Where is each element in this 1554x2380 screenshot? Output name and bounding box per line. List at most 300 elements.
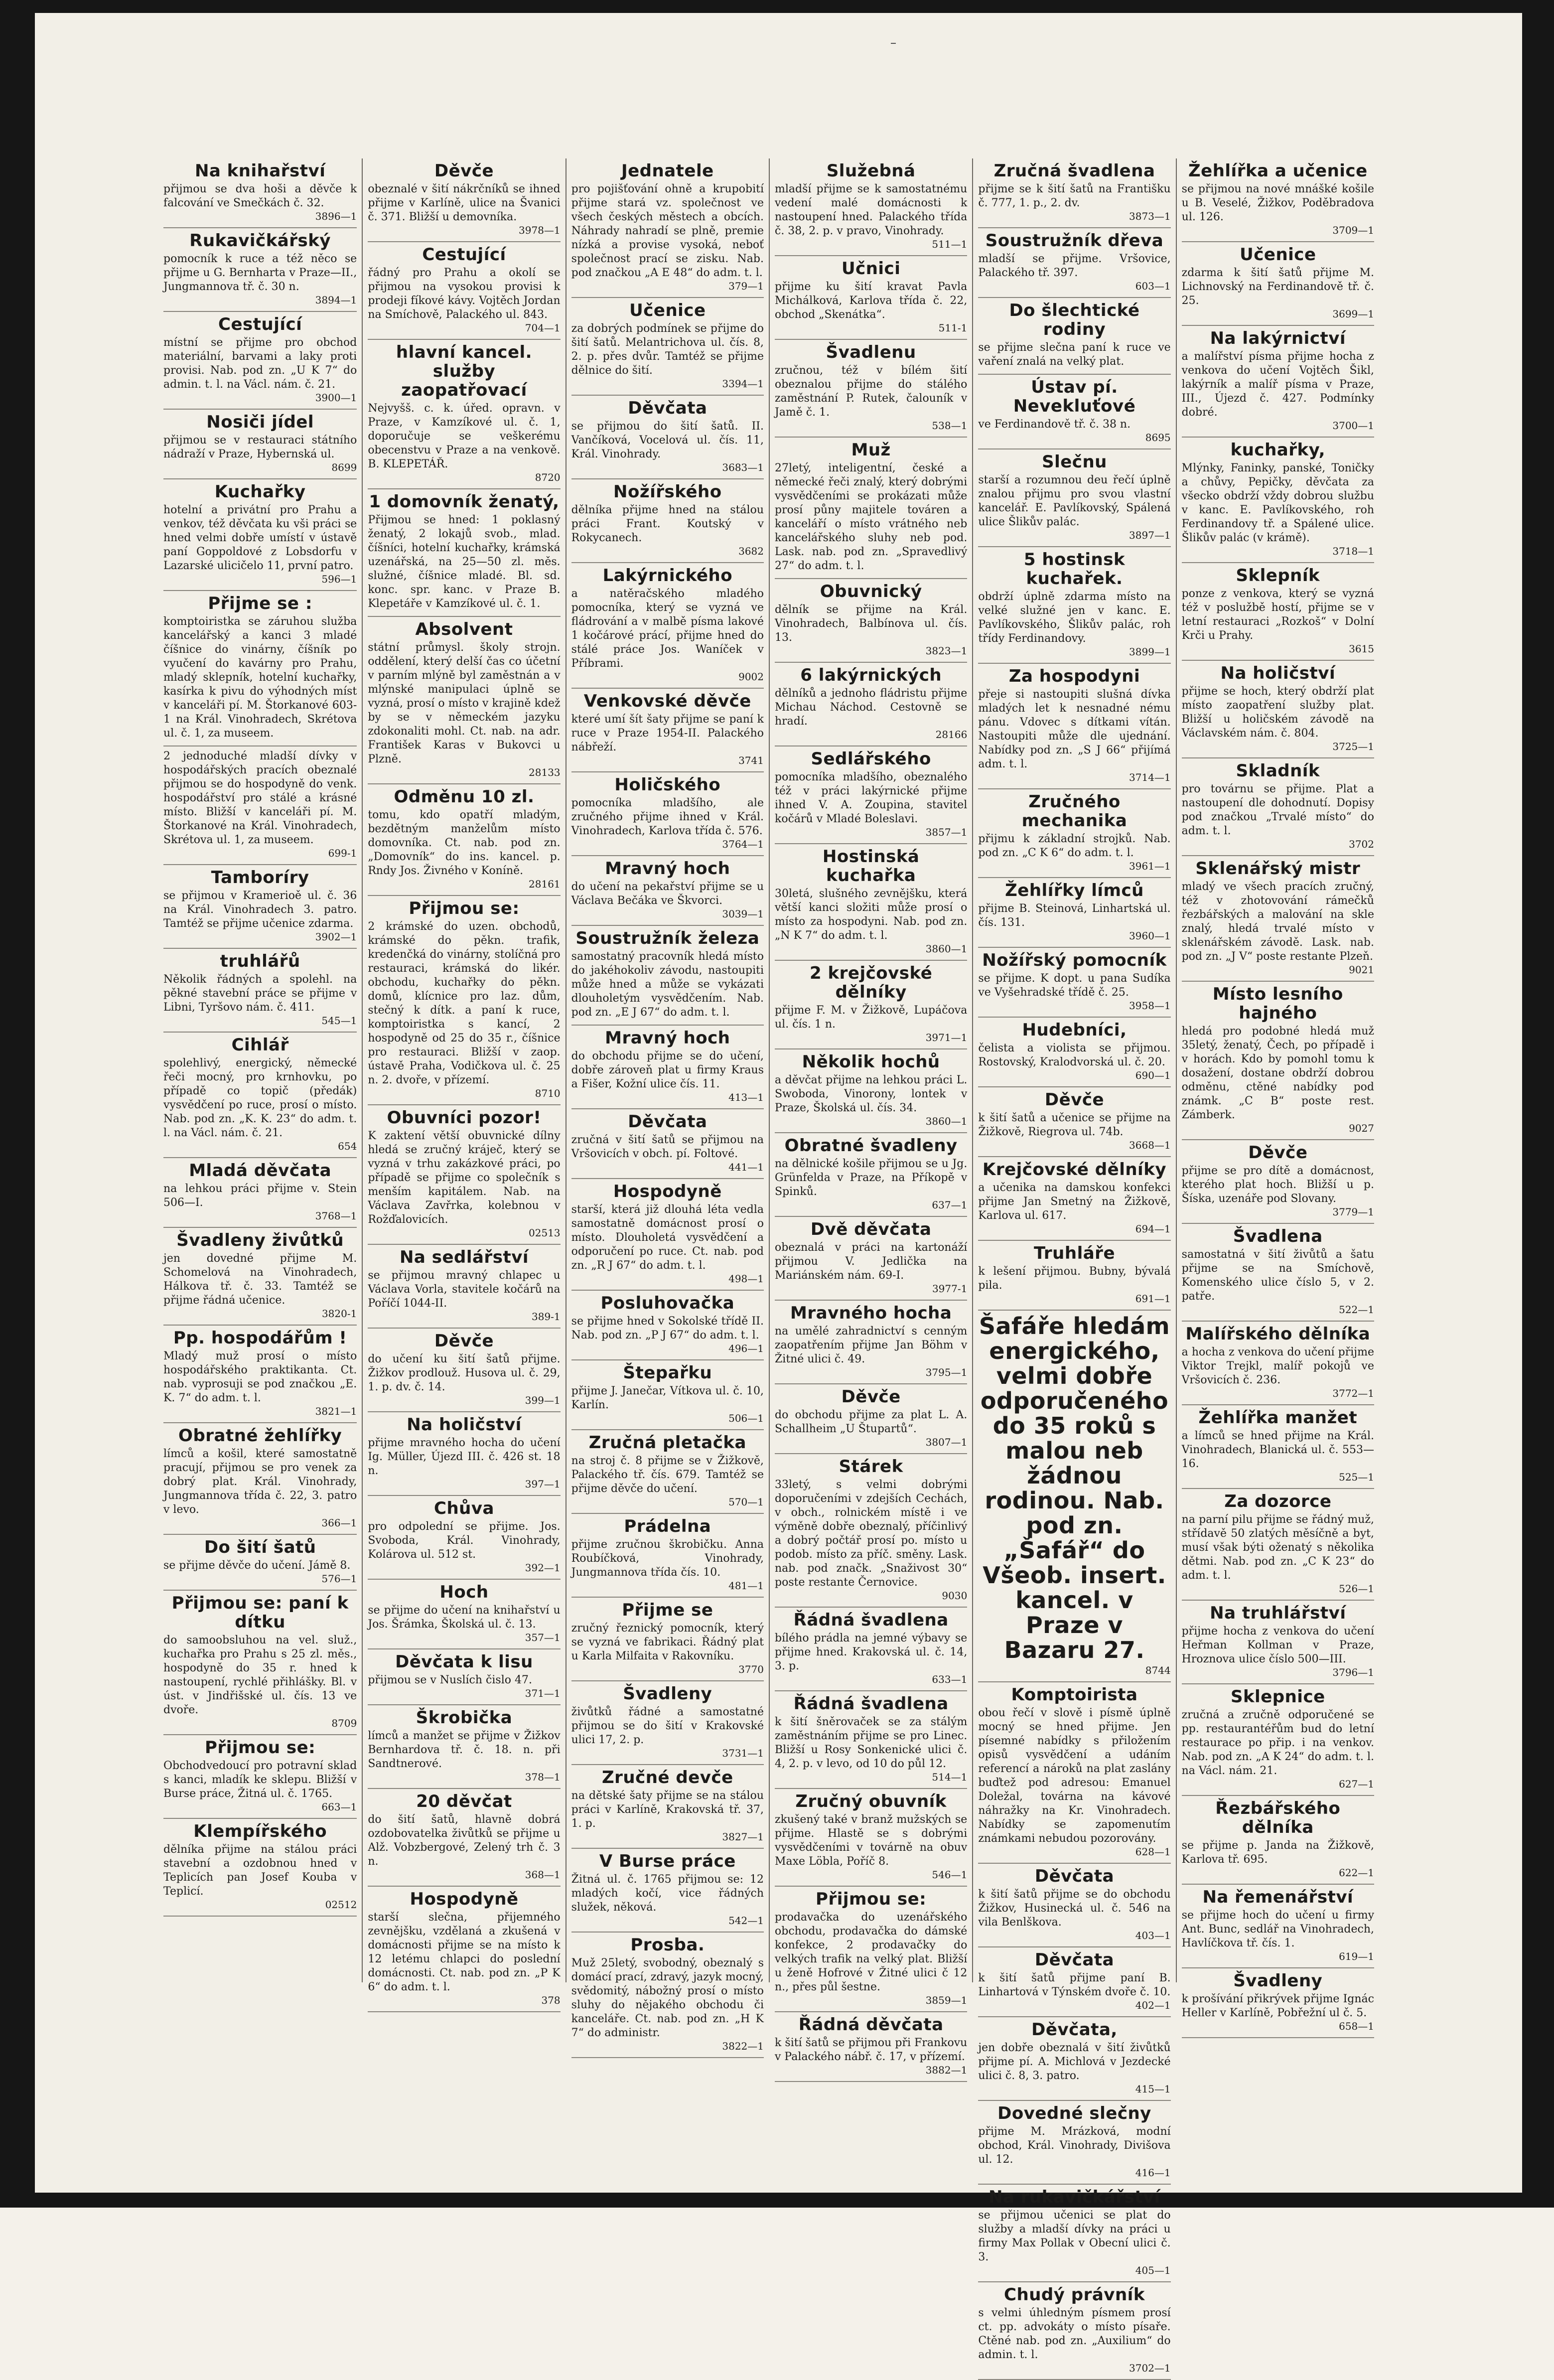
classified-ad [1182, 1601, 1374, 1684]
ad-heading: Posluhovačka [600, 1293, 735, 1313]
ad-heading: Odměnu 10 zl. [394, 787, 535, 807]
ad-reference-number: 526—1 [1339, 1583, 1374, 1595]
ad-body: s velmi úhledným písmem prosí ct. pp. advokáty o místo písaře. Ctěné nab. pod zn. „Auxilium“ do admin. t. l. [978, 2307, 1171, 2361]
ad-reference-number: 545—1 [321, 1015, 357, 1027]
ad-body: pomocníka mladšího, ale zručného přijme ihned v Král. Vinohradech, Karlova třída č. 576. [571, 797, 764, 837]
ad-reference-number: 481—1 [728, 1580, 764, 1592]
ad-body: 2 jednoduché mladší dívky v hospodářských pracích obeznalé přijmou se do hospodyně do venk. hospodářství pro stálé a krásné místo. Bližší v kanceláři pí. M. Štorkanové na Král. Vinohradech, Skrétova ul. 1, za museem. [163, 750, 357, 846]
ad-heading: Mravný hoch [605, 1028, 730, 1048]
ad-body: na stroj č. 8 přijme se v Žižkově, Palackého tř. čís. 679. Tamtéž se přijme děvče do učení. [571, 1455, 764, 1495]
classified-ad [978, 878, 1170, 948]
classified-ad [775, 256, 967, 340]
ad-reference-number: 496—1 [728, 1342, 764, 1354]
ad-body: ve Ferdinandově tř. č. 38 n. [978, 418, 1131, 431]
ad-body: pro pojišťování ohně a krupobití přijme stará vz. společnost ve všech českých městech a obcích. Náhrady nahradí se plně, premie nízká a provise vysoká, neboť společnost prací se zisku. Nab. pod značkou „A E 48“ do adm. t. l. [571, 183, 764, 279]
classified-ad [571, 1681, 764, 1765]
ad-reference-number: 399—1 [525, 1394, 561, 1406]
classified-ad [775, 1789, 967, 1887]
ad-heading: Řezbářského dělníka [1215, 1798, 1341, 1837]
ad-body: zkušený také v branž mužských se přijme. Hlastě se s dobrými vysvědčeními v továrně na obuv Maxe Löbla, Poříč 8. [775, 1813, 968, 1868]
ad-heading: Hoch [439, 1582, 489, 1602]
ad-heading: Přijmou se: paní k dítku [171, 1593, 349, 1632]
ad-heading: Zručný obuvník [795, 1791, 947, 1811]
ad-heading: Tamboríry [211, 868, 309, 888]
ad-body: a límců se hned přijme na Král. Vinohradech, Blanická ul. č. 553—16. [1181, 1430, 1374, 1470]
classified-ad [1182, 661, 1374, 758]
ad-body: na dětské šaty přijme se na stálou práci v Karlíně, Krakovská tř. 37, 1. p. [571, 1789, 764, 1830]
ad-reference-number: 366—1 [321, 1517, 357, 1529]
ad-reference-number: 402—1 [1135, 1999, 1171, 2011]
classified-ad [775, 1217, 967, 1301]
ad-reference-number: 3897—1 [1129, 529, 1171, 541]
ad-body: přijme se k šití šatů na Františku č. 777, 1. p., 2. dv. [978, 183, 1171, 209]
classified-ad [571, 1109, 764, 1179]
classified-ad [571, 1514, 764, 1598]
ad-reference-number: 3039—1 [722, 908, 764, 920]
ad-reference-number: 694—1 [1135, 1223, 1171, 1235]
ad-heading: Za dozorce [1224, 1491, 1332, 1511]
classified-ad [163, 228, 357, 312]
classified-ad [571, 1360, 764, 1430]
ad-body: Nejvyšš. c. k. úřed. opravn. v Praze, v Kamzíkové ul. č. 1, doporučuje se veškerému obecenstvu v Praze a na venkově. B. KLEPETÁŘ. [368, 402, 561, 470]
ad-heading: Malířského dělníka [1185, 1324, 1371, 1344]
ad-reference-number: 3702 [1349, 838, 1374, 850]
ad-reference-number: 416—1 [1135, 2167, 1171, 2179]
classified-ad [1182, 982, 1374, 1140]
ad-body: do obchodu přijme se do učení, dobře zároveň plat u firmy Kraus a Fišer, Kožní ulice čís. 11. [571, 1050, 764, 1090]
ad-reference-number: 3796—1 [1332, 1666, 1374, 1678]
ad-body: za dobrých podmínek se přijme do šití šatů. Melantrichova ul. čís. 8, 2. p. přes dvůr. Tamtéž se přijme dělnice do šití. [571, 322, 764, 377]
ad-heading: Švadleny [623, 1684, 712, 1704]
ad-body: mladší přijme se k samostatnému vedení malé domácnosti k nastoupení hned. Palackého třída č. 38, 2. p. v pravo, Vinohrady. [775, 183, 968, 237]
ad-heading: Řádná děvčata [798, 2015, 944, 2035]
ad-heading: Přijmou se: [409, 898, 520, 918]
ad-reference-number: 8695 [1145, 432, 1171, 444]
ad-body: přijmu k základní strojků. Nab. pod zn. „C K 6“ do adm. t. l. [978, 833, 1171, 859]
ad-body: pro továrnu se přijme. Plat a nastoupení dle dohodnutí. Dopisy pod značkou „Trvalé místo“ do adm. t. l. [1181, 783, 1374, 837]
ad-body: 27letý, inteligentní, české a německé řeči znalý, který dobrými vysvědčeními se prokázati může prosí půny majitele továren a kanceláří o místo vrátného neb kancelářského sluhy neb pod. Lask. nab. pod zn. „Spravedlivý 27“ do adm. t. l. [775, 462, 968, 572]
ad-reference-number: 522—1 [1339, 1304, 1374, 1316]
ad-reference-number: 9030 [942, 1590, 968, 1602]
ad-heading: Přijmou se: [205, 1738, 316, 1758]
classified-ad [163, 591, 357, 746]
ad-body: na umělé zahradnictví s cenným zaopatřením přijme Jan Böhm v Žitné ulici č. 49. [775, 1325, 968, 1365]
column-5 [972, 158, 1175, 2374]
ad-reference-number: 637—1 [932, 1199, 968, 1211]
classified-ad [978, 1018, 1170, 1087]
ad-heading: Obuvníci pozor! [387, 1108, 542, 1128]
ad-reference-number: 3820-1 [321, 1308, 357, 1320]
ad-body: se přijmou v Kramerioě ul. č. 36 na Král. Vinohradech 3. patro. Tamtéž se přijme učenice zdarma. [163, 890, 357, 930]
ad-reference-number: 378 [541, 1994, 561, 2006]
classified-ad [1182, 1224, 1374, 1322]
ad-reference-number: 603—1 [1135, 280, 1171, 292]
ad-body: komptoiristka se záruhou služba kancelářský a kanci 3 mladé číšnice do vinárny, číšník po vyučení do kavárny pro Prahu, mladý sklepník, hotelní kuchařky, kasírka k pivu do výhodných míst v kanceláři pí. M. Štorkanové 603-1 na Král. Vinohradech, Skrétova ul. č. 1, za museem. [163, 615, 357, 740]
classified-ad [571, 772, 764, 856]
ad-body: 30letá, slušného zevnějšku, která větší kanci složiti může prosí o místo za hospodyni. Nab. pod zn. „N K 7“ do adm. t. l. [775, 888, 968, 942]
ad-heading: Švadleny živůtků [176, 1230, 344, 1250]
ad-body: zručná v šití šatů se přijmou na Vršovicích v obch. pí. Foltové. [571, 1134, 764, 1160]
ad-reference-number: 3958—1 [1129, 1000, 1171, 1012]
classified-ad [978, 2017, 1170, 2101]
ad-heading: Komptoiristа [1011, 1685, 1138, 1705]
ad-body: se přijmou do šití šatů. II. Vančíková, Vocelová ul. čís. 11, Král. Vinohrady. [571, 420, 764, 460]
ad-reference-number: 690—1 [1135, 1069, 1171, 1081]
ad-heading: Skladník [1236, 761, 1320, 781]
ad-reference-number: 3668—1 [1129, 1139, 1171, 1151]
ad-reference-number: 3873—1 [1129, 210, 1171, 222]
classified-ad [978, 2185, 1170, 2282]
ad-heading: Cestující [422, 245, 506, 265]
ad-reference-number: 3823—1 [925, 645, 968, 657]
ad-heading: Na knihařství [194, 161, 326, 181]
ad-reference-number: 3779—1 [1332, 1206, 1374, 1218]
ad-reference-number: 8709 [331, 1717, 357, 1729]
ad-heading: Na sedlářství [399, 1247, 529, 1267]
column-4 [769, 158, 972, 2076]
ad-heading: Zručné devče [602, 1768, 733, 1787]
ad-body: pomocník k ruce a též něco se přijme u G. Bernharta v Praze—II., Jungmannova tř. č. 30 n. [163, 253, 357, 293]
ad-body: starší, která již dlouhá léta vedla samostatně domácnost prosí o místo. Dlouholetá vysvědčení a odporučení po ruce. Ct. nab. pod zn. „R J 67“ do adm. t. l. [571, 1203, 764, 1272]
classified-ad [163, 1735, 357, 1819]
classified-ad [1182, 158, 1374, 242]
ad-body: pomocníka mladšího, obeznalého též v práci lakýrnické přijme ihned V. A. Zoupina, stavitel kočárů v Mladé Boleslavi. [775, 771, 968, 825]
classified-ad [163, 158, 357, 228]
ad-body: samostatná v šití živůtů a šatu přijme se na Smíchově, Komenského ulice číslo 5, v 2. patře. [1181, 1248, 1374, 1303]
ad-body: zručná a zručně odporučené se pp. restaurantéřům bud do letní restaurace po přip. i na venkov. Nab. pod zn. „A K 24“ do adm. t. l. na Václ. nám. 21. [1181, 1709, 1374, 1777]
ad-reference-number: 357—1 [525, 1632, 561, 1643]
column-3 [565, 158, 769, 2052]
ad-body: a natěračského mladého pomocníka, který se vyzná ve fládrování a v malbě písma lakové 1 kočárové prácí, přijme hned do stálé práce Jos. Waníček v Příbrami. [571, 588, 764, 670]
ad-body: Žitná ul. č. 1765 přijmou se: 12 mladých kočí, vice řádných služek, něková. [571, 1873, 764, 1914]
ad-reference-number: 8720 [535, 471, 561, 483]
classified-ad [978, 1311, 1170, 1682]
classified-ad [978, 2101, 1170, 2185]
scan-border-top [0, 0, 1554, 13]
ad-reference-number: 3731—1 [722, 1747, 764, 1759]
ad-heading: Děvče [434, 1331, 494, 1351]
classified-ad [978, 298, 1170, 375]
ad-reference-number: 3725—1 [1332, 741, 1374, 752]
ad-heading: Sklenářský mistr [1195, 859, 1361, 879]
classified-ad [368, 1705, 560, 1789]
classified-ad [775, 1301, 967, 1384]
ad-heading: Přijme se : [208, 594, 312, 613]
ad-heading: 2 krejčovské dělníky [810, 963, 933, 1002]
ad-body: živůtků řádné a samostatné přijmou se do šití v Krakovské ulici 17, 2. p. [571, 1706, 764, 1746]
ad-body: a učenika na damskou konfekci přijme Jan Smetný na Žižkově, Karlova ul. 617. [978, 1182, 1171, 1222]
ad-heading: Hudebníci, [1022, 1020, 1127, 1040]
ad-heading: Obuvnický [820, 582, 922, 601]
ad-heading: Sedlářského [811, 749, 931, 769]
classified-ad [368, 617, 560, 784]
ad-heading: Slečnu [1042, 452, 1107, 472]
ad-heading: Služebná [826, 161, 916, 181]
ad-body: místní se přijme pro obchod materiální, barvami a laky proti provisi. Nab. pod zn. „U K 7“ do admin. t. l. na Václ. nám. č. 21. [163, 336, 357, 391]
ad-heading: Děvče [1248, 1143, 1308, 1163]
classified-ad [571, 1849, 764, 1933]
ad-body: K zaktení větší obuvnické dílny hledá se zručný kráječ, který se vyzná v trhu zakázkové práci, po případě se přijme co společník s menším kapitálem. Nab. na Václava Zavřrka, kolebnou v Rožďalovicích. [368, 1130, 561, 1226]
ad-reference-number: 511-1 [938, 322, 968, 334]
ad-heading: Ústav pí. Nevekluťové [1013, 377, 1136, 416]
ad-reference-number: 403—1 [1135, 1930, 1171, 1941]
ad-body: se přijme. K dopt. u pana Sudíka ve Vyšehradské třídě č. 25. [978, 972, 1171, 999]
ad-heading: Jednatele [621, 161, 714, 181]
ad-body: dělníků a jednoho fládristu přijme Michau Náchod. Cestovně se hradí. [775, 687, 968, 728]
ad-body: se přijme hoch do učení u firmy Ant. Bunc, sedlář na Vinohradech, Havlíčkova tř. čís. 1. [1181, 1909, 1374, 1949]
ad-body: se přijme p. Janda na Žižkově, Karlova tř. 695. [1181, 1839, 1374, 1866]
classified-ad [978, 375, 1170, 449]
classified-ad [775, 663, 967, 746]
ad-heading: Do šlechtické rodiny [1009, 300, 1140, 339]
ad-heading: Přijme se [622, 1600, 713, 1620]
ad-reference-number: 3971—1 [925, 1032, 968, 1043]
ad-heading: Chudý právník [1004, 2285, 1145, 2305]
ad-reference-number: 628—1 [1135, 1846, 1171, 1858]
ad-heading: truhlářů [220, 951, 300, 971]
ad-heading: Děvčata [1034, 1950, 1115, 1970]
ad-reference-number: 596—1 [321, 573, 357, 585]
ad-reference-number: 658—1 [1339, 2020, 1374, 2032]
classified-ad [571, 1598, 764, 1681]
ad-body: 33letý, s velmi dobrými doporučeními v zdejších Cechách, v obch., rolnickém místě i ve výměně dobře obeznalý, příčinlivý a dobrý počtář prosí po. místo u podob. místo za příč. směny. Lask. nab. pod značk. „Snaživost 30“ poste restante Černovice. [775, 1479, 968, 1589]
ad-reference-number: 3822—1 [722, 2040, 764, 2052]
ad-heading: Kuchařky [214, 482, 306, 502]
ad-body: přijme se hoch, který obdrží plat místo zaopatření služby plat. Bližší u holičském závodě na Václavském nám. č. 804. [1181, 685, 1374, 740]
ad-body: ponze z venkova, který se vyzná též v poslužbě hostí, přijme se v letní restauraci „Rozkoš“ v Dolní Krči u Prahy. [1181, 588, 1374, 642]
classified-ad [163, 1033, 357, 1158]
ad-body: Mlýnky, Faninky, panské, Toničky a chůvy, Pepičky, děvčata za všecko obdrží vždy dobrou službu v kanc. E. Pavlíkovského, roh Ferdinandovy tř. a Spálené ulice. Šlikův palác (v krámě). [1181, 462, 1374, 544]
ad-body: obdrží úplně zdarma místo na velké služné jen v kanc. E. Pavlíkovského, Šlikův palác, roh třídy Ferdinandovy. [978, 591, 1171, 645]
ad-reference-number: 3394—1 [722, 378, 764, 390]
classified-ad [368, 1580, 560, 1649]
classified-ad [775, 1133, 967, 1217]
ad-reference-number: 704—1 [525, 322, 561, 334]
ad-body: přijme hocha z venkova do učení Heřman Kollman v Praze, Hroznova ulice číslo 500—III. [1181, 1625, 1374, 1665]
ad-body: se přijmou učenici se plat do služby a mladší dívky na práci u firmy Max Pollak v Obecní ulici č. 3. [978, 2209, 1171, 2263]
classified-ad [368, 1412, 560, 1496]
ad-heading: Děvčata k lisu [395, 1652, 533, 1672]
ad-heading: Štepařku [623, 1363, 712, 1383]
ad-heading: Na truhlářství [1210, 1603, 1346, 1623]
ad-body: na dělnické košile přijmou se u Jg. Grünfelda v Praze, na Příkopě v Spinků. [775, 1158, 968, 1198]
ad-reference-number: 570—1 [728, 1496, 764, 1508]
classified-ad [775, 844, 967, 961]
classified-ad [1182, 1322, 1374, 1405]
ad-body: hledá pro podobné hledá muž 35letý, ženatý, Čech, po případě i v horách. Kdo by pomohl tomu k dosažení, dostane obdrží dobrou odměnu, ctěné nabídky pod známk. „C B“ poste rest. Zámberk. [1181, 1025, 1374, 1121]
ad-heading: Na rukavičkářství [989, 2187, 1160, 2207]
ad-heading: Lakýrnického [602, 566, 733, 586]
ad-body: se přijmou mravný chlapec u Václava Vorla, stavitele kočárů na Poříčí 1044-II. [368, 1269, 561, 1310]
classified-ad [978, 1241, 1170, 1311]
ad-heading: Muž [851, 440, 891, 460]
ad-heading: Na holičství [1220, 663, 1336, 683]
ad-reference-number: 3682 [738, 545, 764, 557]
classified-ad [1182, 1405, 1374, 1489]
ad-heading: Děvčata [1034, 1866, 1115, 1886]
ad-heading: Na lakýrnictví [1210, 328, 1346, 348]
ad-reference-number: 28161 [529, 878, 561, 890]
classified-ad [978, 1087, 1170, 1157]
ad-reference-number: 3683—1 [722, 461, 764, 473]
ad-reference-number: 9027 [1349, 1122, 1374, 1134]
ad-body: přijme mravného hocha do učení Ig. Müller, Újezd III. č. 426 st. 18 n. [368, 1437, 561, 1477]
ad-heading: Žehlířka manžet [1198, 1408, 1358, 1428]
ad-reference-number: 8744 [1145, 1664, 1171, 1676]
classified-ad [775, 1454, 967, 1608]
ad-heading: Žehlířky límců [1005, 881, 1144, 900]
classified-ad [368, 1789, 560, 1887]
ad-heading: Učenice [629, 300, 706, 320]
ad-body: bílého prádla na jemné výbavy se přijme hned. Krakovská ul. č. 14, 3. p. [775, 1632, 968, 1672]
ad-body: dělníka přijme na stálou práci stavební a ozdobnou hned v Teplicích pan Josef Kouba v Teplicí. [163, 1843, 357, 1898]
classified-ad [163, 1423, 357, 1535]
ad-heading: Nožířský pomocník [982, 950, 1167, 970]
ad-reference-number: 389-1 [532, 1311, 561, 1323]
classified-ad [368, 1887, 560, 2012]
ad-body: obeznalé v šití nákrčníků se ihned přijme v Karlíně, ulice na Švanici č. 371. Bližší u demovníka. [368, 183, 561, 223]
ad-heading: Zručného mechanika [1021, 792, 1128, 831]
ad-body: prodavačka do uzenářského obchodu, prodavačka do dámské konfekce, 2 prodavačky do velkých trafik na velký plat. Bližší u ženě Hofrové v Žitné ulici č 12 n., přes půl šestne. [775, 1911, 968, 1993]
ad-heading: Řádná švadlena [793, 1694, 949, 1714]
classified-ad [978, 158, 1170, 228]
classified-ad [978, 2282, 1170, 2380]
classified-ad [978, 228, 1170, 298]
ad-reference-number: 622—1 [1339, 1867, 1374, 1879]
ad-heading: Děvče [1044, 1090, 1105, 1110]
ad-reference-number: 3857—1 [925, 826, 968, 838]
ad-heading: Cestující [218, 314, 302, 334]
ad-body: a malířství písma přijme hocha z venkova do učení Vojtěch Šikl, lakýrník a malíř písma v Praze, III., Újezd č. 427. Podmínky dobré. [1181, 350, 1374, 419]
classified-ad [368, 158, 560, 242]
ad-reference-number: 378—1 [525, 1771, 561, 1783]
classified-ad [368, 489, 560, 617]
ad-heading: Na holičství [407, 1415, 522, 1435]
ad-reference-number: 3741 [738, 754, 764, 766]
classified-ad [978, 547, 1170, 664]
ad-heading: Řádná švadlena [793, 1610, 949, 1630]
ad-body: hotelní a privátní pro Prahu a venkov, též děvčata ku vši práci se hned velmi dobře umístí v ústavě paní Goppoldové z Lobsdorfu v Lazarské ulicičelo 11, první patro. [163, 504, 357, 572]
classified-ad [163, 865, 357, 949]
ad-reference-number: 546—1 [932, 1869, 968, 1881]
ad-heading: Děvčata [628, 398, 707, 418]
ad-heading: Místo lesního hajného [1212, 984, 1343, 1023]
classified-ad [163, 1591, 357, 1735]
ad-reference-number: 3882—1 [925, 2064, 968, 2076]
classified-ad [368, 896, 560, 1105]
ad-reference-number: 392—1 [525, 1562, 561, 1574]
ad-body: zručný řeznický pomocník, který se vyzná ve fabrikaci. Řádný plat u Karla Milfaita v Rakovníku. [571, 1622, 764, 1662]
ad-reference-number: 3860—1 [925, 943, 968, 955]
ad-heading: Hospodyně [613, 1182, 722, 1201]
ad-reference-number: 9021 [1349, 964, 1374, 976]
ad-heading: Pp. hospodářům ! [173, 1328, 347, 1348]
ad-heading: kuchařky, [1230, 440, 1326, 460]
ad-reference-number: 619—1 [1339, 1950, 1374, 1962]
ad-reference-number: 498—1 [728, 1273, 764, 1285]
ad-body: na lehkou práci přijme v. Stein 506—I. [163, 1183, 357, 1209]
ad-reference-number: 8710 [535, 1087, 561, 1099]
ad-reference-number: 506—1 [728, 1412, 764, 1424]
ad-heading: Učenice [1240, 245, 1316, 265]
ad-body: přijme zručnou škrobičku. Anna Roubíčková, Vinohrady, Jungmannova třída čís. 10. [571, 1538, 764, 1579]
ad-body: zručnou, též v bílém šití obeznalou přijme do stálého zaměstnání P. Rutek, čalouník v Jamě č. 1. [775, 364, 968, 419]
classified-ad [1182, 1140, 1374, 1224]
ad-reference-number: 28166 [935, 729, 968, 741]
ad-heading: Absolvent [415, 619, 513, 639]
ad-heading: Škrobička [416, 1708, 513, 1728]
ad-reference-number: 511—1 [932, 238, 968, 250]
ad-heading: Sklepník [1236, 566, 1320, 586]
ad-reference-number: 3807—1 [925, 1436, 968, 1448]
ad-body: do učení na pekařství přijme se u Václava Bečáka ve Škvorci. [571, 881, 764, 907]
ad-reference-number: 02512 [325, 1899, 357, 1911]
classified-ad [775, 2012, 967, 2082]
ad-heading: Sklepnice [1230, 1687, 1325, 1707]
ad-heading: Soustružník železa [575, 928, 760, 948]
ad-heading: Klempířského [193, 1821, 327, 1841]
ad-body: Muž 25letý, svobodný, obeznalý s domácí prací, zdravý, jazyk mocný, svědomitý, nábožný prosí o místo sluhy do nějakého obchodu či kanceláře. Ct. nab. pod zn. „H K 7“ do administr. [571, 1957, 764, 2039]
classified-ad [571, 298, 764, 396]
ad-body: starší a rozumnou deu řečí úplně znalou přijmu pro svou vlastní kancelář. E. Pavlíkovský, Spálená ulice Šlikův palác. [978, 474, 1171, 528]
ad-body: jen dobře obeznalá v šití živůtků přijme pí. A. Michlová v Jezdecké ulici č. 8, 3. patro. [978, 2042, 1171, 2082]
classified-ad [571, 1430, 764, 1514]
ad-body: a děvčat přijme na lehkou práci L. Swoboda, Vinorony, lontek v Praze, Školská ul. čís. 34. [775, 1074, 968, 1114]
ad-body: k šití šatů se přijmou při Frankovu v Palackého nábř. č. 17, v přízemí. [775, 2037, 968, 2063]
ad-heading: Truhláře [1033, 1243, 1116, 1263]
page-mark [891, 43, 896, 44]
classified-ad [1182, 1968, 1374, 2038]
ad-reference-number: 3900—1 [315, 392, 357, 404]
ad-reference-number: 441—1 [728, 1161, 764, 1173]
column-2 [362, 158, 565, 2006]
ad-body: do šití šatů, hlavně dobrá ozdobovatelka živůtků se přijme u Alž. Vobzbergové, Zelený trh č. 3 n. [368, 1813, 561, 1868]
classified-ad [163, 410, 357, 479]
ad-heading: Švadlena [1233, 1226, 1323, 1246]
ad-reference-number: 3714—1 [1129, 771, 1171, 783]
ad-heading: Hostinská kuchařka [822, 847, 920, 886]
classified-ad [368, 784, 560, 896]
classified-ad [775, 1887, 967, 2012]
classified-ad [571, 926, 764, 1026]
ad-reference-number: 3702—1 [1129, 2362, 1171, 2374]
ad-body: řádný pro Prahu a okolí se přijmou na vysokou provisi k prodeji fíkové kávy. Vojtěch Jordan na Smíchově, Palackého ul. 843. [368, 267, 561, 321]
ad-reference-number: 3821—1 [315, 1405, 357, 1417]
ad-reference-number: 3718—1 [1332, 545, 1374, 557]
ad-body: do učení ku šití šatů přijme. Žižkov prodlouž. Husova ul. č. 29, 1. p. dv. č. 14. [368, 1353, 561, 1393]
classified-ad [571, 1291, 764, 1360]
ad-reference-number: 627—1 [1339, 1778, 1374, 1790]
ad-heading: Mravný hoch [605, 859, 730, 879]
classified-ad [775, 158, 967, 256]
ad-reference-number: 576—1 [321, 1573, 357, 1585]
ad-reference-number: 3902—1 [315, 931, 357, 943]
ad-body: přijmou se v restauraci státního nádraží v Praze, Hybernská ul. [163, 434, 357, 460]
ad-body: se přijme hned v Sokolské třídě II. Nab. pod zn. „P J 67“ do adm. t. l. [571, 1315, 764, 1341]
classified-ad [163, 1819, 357, 1917]
ad-reference-number: 542—1 [728, 1915, 764, 1927]
classified-ad [1182, 1684, 1374, 1796]
ad-body: které umí šít šaty přijme se paní k ruce v Praze 1954-II. Palackého nábřeží. [571, 713, 764, 753]
classified-ad [163, 312, 357, 410]
ad-body: límců a manžet se přijme v Žižkov Bernhardova tř. č. 18. n. při Sandtnerové. [368, 1730, 561, 1770]
ad-reference-number: 654 [338, 1140, 357, 1152]
ad-reference-number: 525—1 [1339, 1471, 1374, 1483]
ad-body: přijme B. Steinová, Linhartská ul. čís. 131. [978, 902, 1171, 929]
classified-ad [978, 449, 1170, 547]
classified-ad [571, 1933, 764, 2058]
classified-ad [571, 1765, 764, 1849]
